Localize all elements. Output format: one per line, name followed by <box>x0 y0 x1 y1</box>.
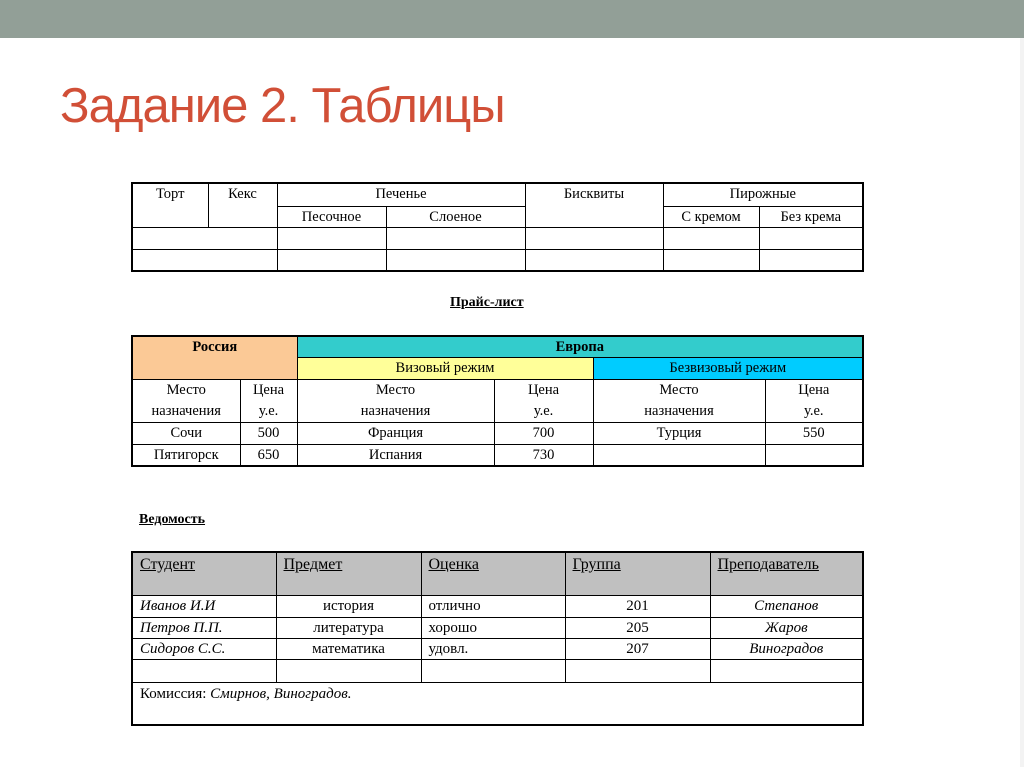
group: 207 <box>565 638 710 659</box>
table-row <box>132 444 863 466</box>
cell <box>386 227 525 249</box>
header-visa-regime: Визовый режим <box>297 357 593 379</box>
group <box>565 659 710 682</box>
header-puff: Слоеное <box>386 206 525 227</box>
header-subject: Предмет <box>276 552 421 595</box>
student: Петров П.П. <box>132 617 276 638</box>
group: 201 <box>565 595 710 617</box>
grade: отлично <box>421 595 565 617</box>
slide-top-bar <box>0 0 1024 38</box>
header-student: Студент <box>132 552 276 595</box>
grade <box>421 659 565 682</box>
header-pastries: Пирожные <box>663 183 863 206</box>
table-row <box>132 595 863 617</box>
ru-destination: Сочи <box>132 422 240 444</box>
header-ru-destination: Место назначения <box>132 379 240 422</box>
subject: история <box>276 595 421 617</box>
ru-price: 650 <box>240 444 297 466</box>
header-visa-price: Цена у.е. <box>494 379 593 422</box>
header-without-cream: Без крема <box>759 206 863 227</box>
cell <box>277 249 386 271</box>
student <box>132 659 276 682</box>
subject: математика <box>276 638 421 659</box>
teacher: Степанов <box>710 595 863 617</box>
header-free-price: Цена у.е. <box>765 379 863 422</box>
header-cake: Торт <box>132 183 208 227</box>
table-row <box>132 227 863 249</box>
register-table <box>131 551 864 726</box>
free-price <box>765 444 863 466</box>
table-row <box>132 249 863 271</box>
header-visa-free-regime: Безвизовый режим <box>593 357 863 379</box>
slide-title: Задание 2. Таблицы <box>60 79 505 133</box>
cell <box>277 227 386 249</box>
table-row <box>132 659 863 682</box>
subject <box>276 659 421 682</box>
header-europe: Европа <box>297 336 863 357</box>
student: Сидоров С.С. <box>132 638 276 659</box>
header-russia: Россия <box>132 336 297 379</box>
commission-label: Комиссия: <box>140 685 211 702</box>
table-row <box>132 422 863 444</box>
header-teacher: Преподаватель <box>710 552 863 595</box>
student: Иванов И.И <box>132 595 276 617</box>
grade: хорошо <box>421 617 565 638</box>
cell <box>663 227 759 249</box>
cell <box>525 227 663 249</box>
header-sponge: Бисквиты <box>525 183 663 227</box>
confectionery-table <box>131 182 864 272</box>
header-ru-price: Цена у.е. <box>240 379 297 422</box>
cell <box>132 249 277 271</box>
header-free-destination: Место назначения <box>593 379 765 422</box>
free-destination: Турция <box>593 422 765 444</box>
cell <box>525 249 663 271</box>
visa-destination: Франция <box>297 422 494 444</box>
price-list-caption: Прайс-лист <box>450 295 524 310</box>
teacher <box>710 659 863 682</box>
visa-price: 730 <box>494 444 593 466</box>
visa-destination: Испания <box>297 444 494 466</box>
visa-price: 700 <box>494 422 593 444</box>
header-grade: Оценка <box>421 552 565 595</box>
register-caption: Ведомость <box>139 512 206 527</box>
free-destination <box>593 444 765 466</box>
table-row <box>132 617 863 638</box>
grade: удовл. <box>421 638 565 659</box>
cell <box>386 249 525 271</box>
header-cupcake: Кекс <box>208 183 277 227</box>
subject: литература <box>276 617 421 638</box>
teacher: Жаров <box>710 617 863 638</box>
commission-cell <box>132 682 863 725</box>
ru-price: 500 <box>240 422 297 444</box>
teacher: Виноградов <box>710 638 863 659</box>
header-with-cream: С кремом <box>663 206 759 227</box>
table-row <box>132 638 863 659</box>
cell <box>663 249 759 271</box>
header-shortbread: Песочное <box>277 206 386 227</box>
price-list-table <box>131 335 864 467</box>
cell <box>759 227 863 249</box>
cell <box>132 227 277 249</box>
ru-destination: Пятигорск <box>132 444 240 466</box>
header-visa-destination: Место назначения <box>297 379 494 422</box>
slide-edge <box>1020 38 1024 767</box>
cell <box>759 249 863 271</box>
commission-names: Смирнов, Виноградов. <box>210 685 352 702</box>
free-price: 550 <box>765 422 863 444</box>
header-cookies: Печенье <box>277 183 525 206</box>
header-group: Группа <box>565 552 710 595</box>
group: 205 <box>565 617 710 638</box>
